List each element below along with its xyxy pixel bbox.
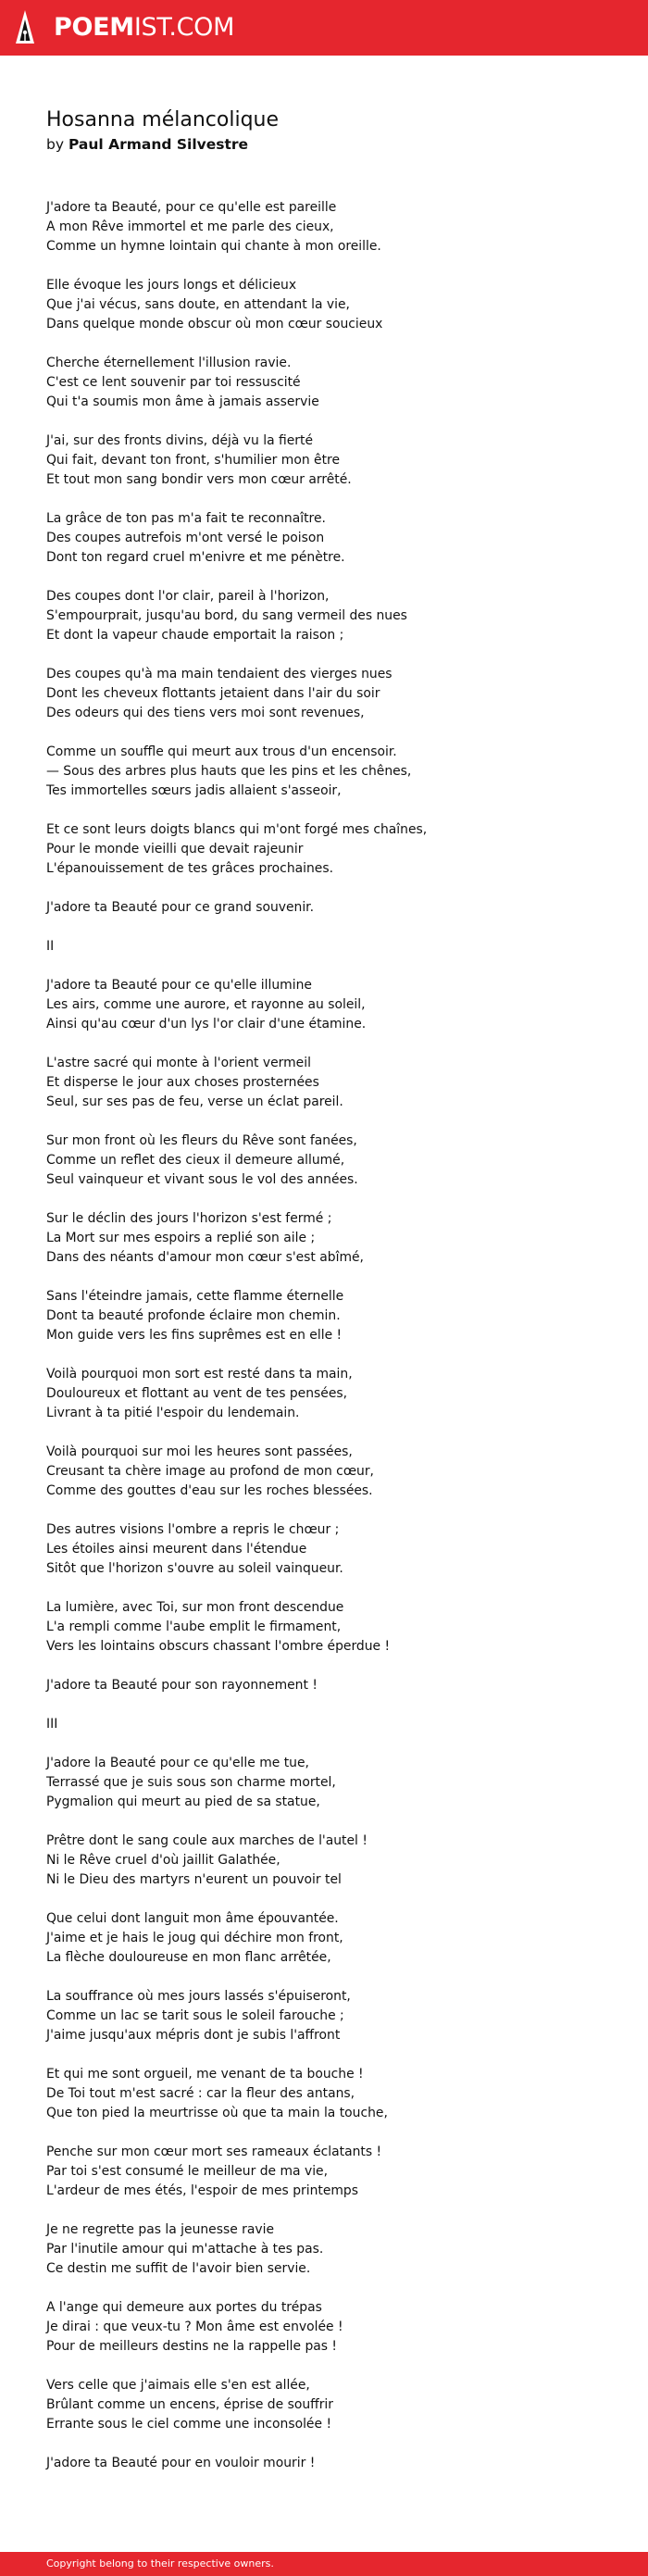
poem-line: L'astre sacré qui monte à l'orient vermeil bbox=[46, 1056, 311, 1070]
stanza bbox=[46, 1987, 611, 2045]
poem-line: Les airs, comme une aurore, et rayonne au soleil, bbox=[46, 997, 366, 1012]
stanza bbox=[46, 820, 611, 879]
poem-line: Qui t'a soumis mon âme à jamais asservie bbox=[46, 394, 319, 409]
poem-line: De Toi tout m'est sacré : car la fleur des antans, bbox=[46, 2086, 355, 2101]
stanza bbox=[46, 1715, 611, 1734]
by-label: by bbox=[46, 136, 65, 153]
poem-line: L'a rempli comme l'aube emplit le firmament, bbox=[46, 1619, 342, 1634]
stanza bbox=[46, 937, 611, 957]
poem-line: Et qui me sont orgueil, me venant de ta bouche ! bbox=[46, 2067, 364, 2082]
poem-line: Qui fait, devant ton front, s'humilier mon être bbox=[46, 453, 340, 468]
poem-line: J'aime jusqu'aux mépris dont je subis l'affront bbox=[46, 2028, 341, 2043]
poem-line: Dans quelque monde obscur où mon cœur soucieux bbox=[46, 317, 383, 331]
stanza bbox=[46, 1287, 611, 1345]
stanza bbox=[46, 1520, 611, 1579]
site-header bbox=[0, 0, 648, 56]
poem-line: J'adore ta Beauté pour ce grand souvenir. bbox=[46, 900, 315, 915]
stanza bbox=[46, 509, 611, 568]
poem-line: Et dont la vapeur chaude emportait la raison ; bbox=[46, 628, 344, 643]
poem-line: A mon Rêve immortel et me parle des cieux, bbox=[46, 219, 334, 234]
stanza bbox=[46, 1832, 611, 1890]
author-link[interactable]: Paul Armand Silvestre bbox=[68, 136, 249, 153]
stanza bbox=[46, 276, 611, 334]
site-logo-link[interactable] bbox=[15, 9, 234, 46]
poem-line: Ni le Dieu des martyrs n'eurent un pouvoir tel bbox=[46, 1872, 342, 1887]
stanza bbox=[46, 2220, 611, 2279]
poem-content bbox=[46, 107, 611, 2493]
poem-line: Dont ta beauté profonde éclaire mon chemin. bbox=[46, 1308, 341, 1323]
poem-line: La souffrance où mes jours lassés s'épuiseront, bbox=[46, 1989, 351, 2004]
poem-line: Que j'ai vécus, sans doute, en attendant la vie, bbox=[46, 297, 350, 312]
poem-line: Voilà pourquoi mon sort est resté dans ta main, bbox=[46, 1367, 353, 1382]
poem-line: Comme des gouttes d'eau sur les roches blessées. bbox=[46, 1483, 373, 1498]
site-name bbox=[54, 9, 234, 46]
poem-line: Je ne regrette pas la jeunesse ravie bbox=[46, 2222, 275, 2237]
stanza bbox=[46, 1209, 611, 1268]
stanza bbox=[46, 431, 611, 490]
poem-line: Pygmalion qui meurt au pied de sa statue, bbox=[46, 1794, 320, 1809]
poem-line: J'ai, sur des fronts divins, déjà vu la fierté bbox=[46, 433, 313, 448]
poem-line: Vers les lointains obscurs chassant l'ombre éperdue ! bbox=[46, 1639, 391, 1654]
poem-line: Cherche éternellement l'illusion ravie. bbox=[46, 356, 292, 370]
stanza bbox=[46, 2376, 611, 2434]
poem-line: Des coupes qu'à ma main tendaient des vierges nues bbox=[46, 667, 393, 682]
poem-line: Des coupes dont l'or clair, pareil à l'horizon, bbox=[46, 589, 330, 604]
poem-line: J'adore ta Beauté pour en vouloir mourir ! bbox=[46, 2456, 316, 2470]
poem-line: Que ton pied la meurtrisse où que ta main la touche, bbox=[46, 2106, 388, 2120]
poem-line: Dont les cheveux flottants jetaient dans l'air du soir bbox=[46, 686, 380, 701]
poem-line: La lumière, avec Toi, sur mon front descendue bbox=[46, 1600, 344, 1615]
stanza bbox=[46, 1132, 611, 1190]
poem-line: Creusant ta chère image au profond de mon cœur, bbox=[46, 1464, 374, 1479]
poem-line: Sur le déclin des jours l'horizon s'est fermé ; bbox=[46, 1211, 332, 1226]
poem-body bbox=[46, 198, 611, 2473]
poem-title: Hosanna mélancolique bbox=[46, 108, 280, 131]
stanza bbox=[46, 976, 611, 1034]
poem-line: Terrassé que je suis sous son charme mortel, bbox=[46, 1775, 336, 1790]
poem-line: La Mort sur mes espoirs a replié son aile ; bbox=[46, 1231, 316, 1245]
poem-line: Et ce sont leurs doigts blancs qui m'ont forgé mes chaînes, bbox=[46, 822, 428, 837]
poem-line: Mon guide vers les fins suprêmes est en elle ! bbox=[46, 1328, 343, 1343]
poem-line: Vers celle que j'aimais elle s'en est allée, bbox=[46, 2378, 310, 2393]
poem-line: L'épanouissement de tes grâces prochaines. bbox=[46, 861, 333, 876]
poem-line: Comme un souffle qui meurt aux trous d'un encensoir. bbox=[46, 744, 397, 759]
stanza bbox=[46, 354, 611, 412]
poem-line: J'adore la Beauté pour ce qu'elle me tue, bbox=[46, 1756, 309, 1770]
poem-line: C'est ce lent souvenir par toi ressuscité bbox=[46, 375, 301, 390]
stanza bbox=[46, 2065, 611, 2123]
poem-line: J'adore ta Beauté pour son rayonnement ! bbox=[46, 1678, 318, 1693]
poem-line: J'adore ta Beauté pour ce qu'elle illumine bbox=[46, 978, 312, 993]
poem-line: S'empourprait, jusqu'au bord, du sang vermeil des nues bbox=[46, 608, 407, 623]
poem-line: Que celui dont languit mon âme épouvantée. bbox=[46, 1911, 339, 1926]
stanza bbox=[46, 665, 611, 723]
poem-line: Et disperse le jour aux choses prosternées bbox=[46, 1075, 319, 1090]
poem-line: Penche sur mon cœur mort ses rameaux éclatants ! bbox=[46, 2145, 382, 2159]
poem-line: Sur mon front où les fleurs du Rêve sont fanées, bbox=[46, 1133, 357, 1148]
site-name-light: IST.COM bbox=[133, 13, 235, 42]
stanza bbox=[46, 2454, 611, 2473]
poem-line: La flèche douloureuse en mon flanc arrêtée, bbox=[46, 1950, 331, 1965]
poem-line: Ce destin me suffit de l'avoir bien servie. bbox=[46, 2261, 311, 2276]
poem-line: Et tout mon sang bondir vers mon cœur arrêté. bbox=[46, 472, 352, 487]
stanza bbox=[46, 1676, 611, 1695]
poem-line: Errante sous le ciel comme une inconsolée ! bbox=[46, 2417, 332, 2432]
stanza bbox=[46, 1598, 611, 1657]
poem-line: Ni le Rêve cruel d'où jaillit Galathée, bbox=[46, 1853, 280, 1868]
poem-line: Douloureux et flottant au vent de tes pensées, bbox=[46, 1386, 348, 1401]
byline bbox=[46, 135, 611, 154]
poem-line: Tes immortelles sœurs jadis allaient s'asseoir, bbox=[46, 783, 342, 798]
stanza bbox=[46, 198, 611, 256]
poem-line: Ainsi qu'au cœur d'un lys l'or clair d'une étamine. bbox=[46, 1017, 367, 1032]
poem-line: J'aime et je hais le joug qui déchire mon front, bbox=[46, 1931, 343, 1945]
poem-line: Seul, sur ses pas de feu, verse un éclat pareil. bbox=[46, 1094, 343, 1109]
poem-line: Des coupes autrefois m'ont versé le poison bbox=[46, 531, 325, 545]
poem-line: A l'ange qui demeure aux portes du trépas bbox=[46, 2300, 322, 2315]
site-name-bold: POEM bbox=[54, 13, 134, 42]
stanza bbox=[46, 1054, 611, 1112]
poem-line: — Sous des arbres plus hauts que les pins et les chênes, bbox=[46, 764, 412, 779]
poem-line: Brûlant comme un encens, éprise de souffrir bbox=[46, 2397, 333, 2412]
stanza bbox=[46, 2298, 611, 2357]
poem-line: Dans des néants d'amour mon cœur s'est abîmé, bbox=[46, 1250, 364, 1265]
poem-line: Sitôt que l'horizon s'ouvre au soleil vainqueur. bbox=[46, 1561, 343, 1576]
poem-line: Par l'inutile amour qui m'attache à tes pas. bbox=[46, 2242, 324, 2257]
stanza bbox=[46, 898, 611, 918]
poem-line: Seul vainqueur et vivant sous le vol des années. bbox=[46, 1172, 358, 1187]
poem-line: Des odeurs qui des tiens vers moi sont revenues, bbox=[46, 706, 365, 720]
site-footer bbox=[0, 2552, 648, 2576]
copyright-text: Copyright belong to their respective owners. bbox=[46, 2557, 274, 2570]
poem-line: Prêtre dont le sang coule aux marches de l'autel ! bbox=[46, 1833, 368, 1848]
stanza bbox=[46, 743, 611, 801]
poem-line: Les étoiles ainsi meurent dans l'étendue bbox=[46, 1542, 307, 1557]
poem-line: Elle évoque les jours longs et délicieux bbox=[46, 278, 297, 293]
poem-line: La grâce de ton pas m'a fait te reconnaître. bbox=[46, 511, 326, 526]
poem-line: L'ardeur de mes étés, l'espoir de mes printemps bbox=[46, 2183, 358, 2198]
pen-nib-icon bbox=[15, 9, 35, 46]
poem-line: III bbox=[46, 1717, 58, 1732]
poem-line: Voilà pourquoi sur moi les heures sont passées, bbox=[46, 1444, 353, 1459]
poem-line: Comme un lac se tarit sous le soleil farouche ; bbox=[46, 2008, 344, 2023]
poem-line: J'adore ta Beauté, pour ce qu'elle est pareille bbox=[46, 200, 337, 215]
poem-line: Comme un reflet des cieux il demeure allumé, bbox=[46, 1153, 345, 1168]
poem-line: Pour de meilleurs destins ne la rappelle pas ! bbox=[46, 2339, 338, 2354]
stanza bbox=[46, 1909, 611, 1968]
poem-line: Livrant à ta pitié l'espoir du lendemain. bbox=[46, 1406, 300, 1420]
poem-line: Je dirai : que veux-tu ? Mon âme est envolée ! bbox=[46, 2320, 343, 2334]
stanza bbox=[46, 2143, 611, 2201]
poem-line: Des autres visions l'ombre a repris le chœur ; bbox=[46, 1522, 340, 1537]
poem-line: II bbox=[46, 939, 55, 954]
poem-line: Sans l'éteindre jamais, cette flamme éternelle bbox=[46, 1289, 344, 1304]
stanza bbox=[46, 1443, 611, 1501]
stanza bbox=[46, 1365, 611, 1423]
poem-line: Comme un hymne lointain qui chante à mon oreille. bbox=[46, 239, 381, 254]
stanza bbox=[46, 1754, 611, 1812]
poem-line: Pour le monde vieilli que devait rajeunir bbox=[46, 842, 304, 857]
stanza bbox=[46, 587, 611, 645]
poem-line: Par toi s'est consumé le meilleur de ma vie, bbox=[46, 2164, 329, 2179]
poem-line: Dont ton regard cruel m'enivre et me pénètre. bbox=[46, 550, 345, 565]
